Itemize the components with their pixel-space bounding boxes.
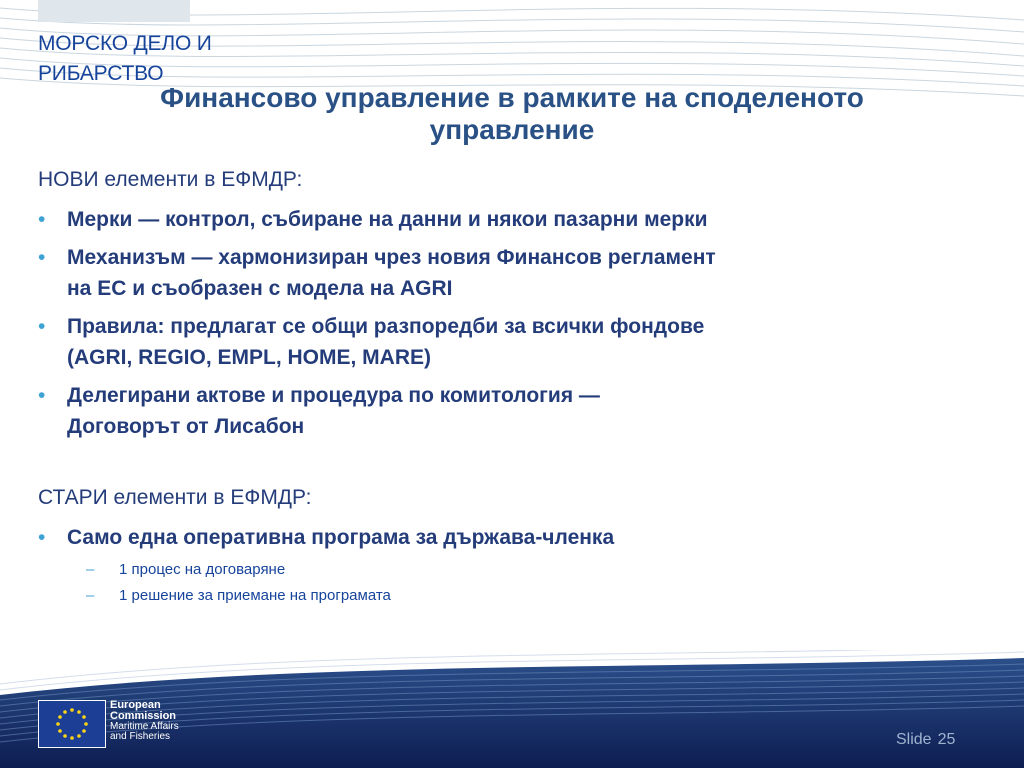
european-commission-logo: [38, 700, 198, 748]
department-line-2: РИБАРСТВО: [38, 62, 164, 85]
logo-line-2: Commission: [110, 710, 177, 722]
logo-line-3: Maritime Affairs: [110, 721, 179, 732]
eu-flag-icon: [38, 700, 106, 748]
bullet-icon: •: [38, 246, 46, 269]
new-bullet-2-line-1: Механизъм — хармонизиран чрез новия Финансов регламент: [67, 246, 716, 269]
department-label: [38, 29, 298, 89]
slide-label: Slide: [896, 731, 932, 748]
logo-line-1: European: [110, 699, 161, 711]
dash-icon: –: [86, 561, 95, 578]
old-sub-item-1: [38, 560, 968, 580]
department-line-1: МОРСКО ДЕЛО И: [38, 32, 212, 55]
old-sub-item-2: [38, 586, 968, 606]
logo-text: [110, 700, 200, 742]
old-sub-item-1-text: 1 процес на договаряне: [119, 561, 286, 578]
page-title-line-1: Финансово управление в рамките на споделеното: [160, 82, 864, 113]
new-bullet-3: [38, 311, 968, 373]
slide-number-value: 25: [937, 731, 956, 748]
new-bullet-2: [38, 242, 968, 304]
new-bullet-4: [38, 380, 968, 442]
bullet-icon: •: [38, 208, 46, 231]
new-bullet-3-line-2: (AGRI, REGIO, EMPL, HOME, MARE): [67, 346, 432, 369]
new-bullet-4-line-1: Делегирани актове и процедура по комитология —: [67, 384, 600, 407]
bullet-icon: •: [38, 526, 46, 549]
header-tab: [38, 0, 190, 22]
slide-content: [38, 166, 968, 612]
page-title: [30, 82, 994, 146]
old-bullet-1-line-1: Само една оперативна програма за държава-членка: [67, 526, 615, 549]
slide-number: [896, 731, 961, 749]
new-bullet-1: [38, 204, 968, 235]
bullet-icon: •: [38, 315, 46, 338]
new-bullet-3-line-1: Правила: предлагат се общи разпоредби за всички фондове: [67, 315, 705, 338]
new-bullet-1-line-1: Мерки — контрол, събиране на данни и някои пазарни мерки: [67, 208, 708, 231]
new-elements-heading: НОВИ елементи в ЕФМДР:: [38, 168, 303, 191]
logo-line-4: and Fisheries: [110, 731, 171, 742]
old-elements-heading: СТАРИ елементи в ЕФМДР:: [38, 486, 312, 509]
dash-icon: –: [86, 587, 95, 604]
bullet-icon: •: [38, 384, 46, 407]
old-bullet-1: [38, 522, 968, 553]
old-sub-item-2-text: 1 решение за приемане на програмата: [119, 587, 391, 604]
new-bullet-4-line-2: Договорът от Лисабон: [67, 415, 305, 438]
page-title-line-2: управление: [429, 114, 595, 145]
new-bullet-2-line-2: на ЕС и съобразен с модела на AGRI: [67, 277, 453, 300]
